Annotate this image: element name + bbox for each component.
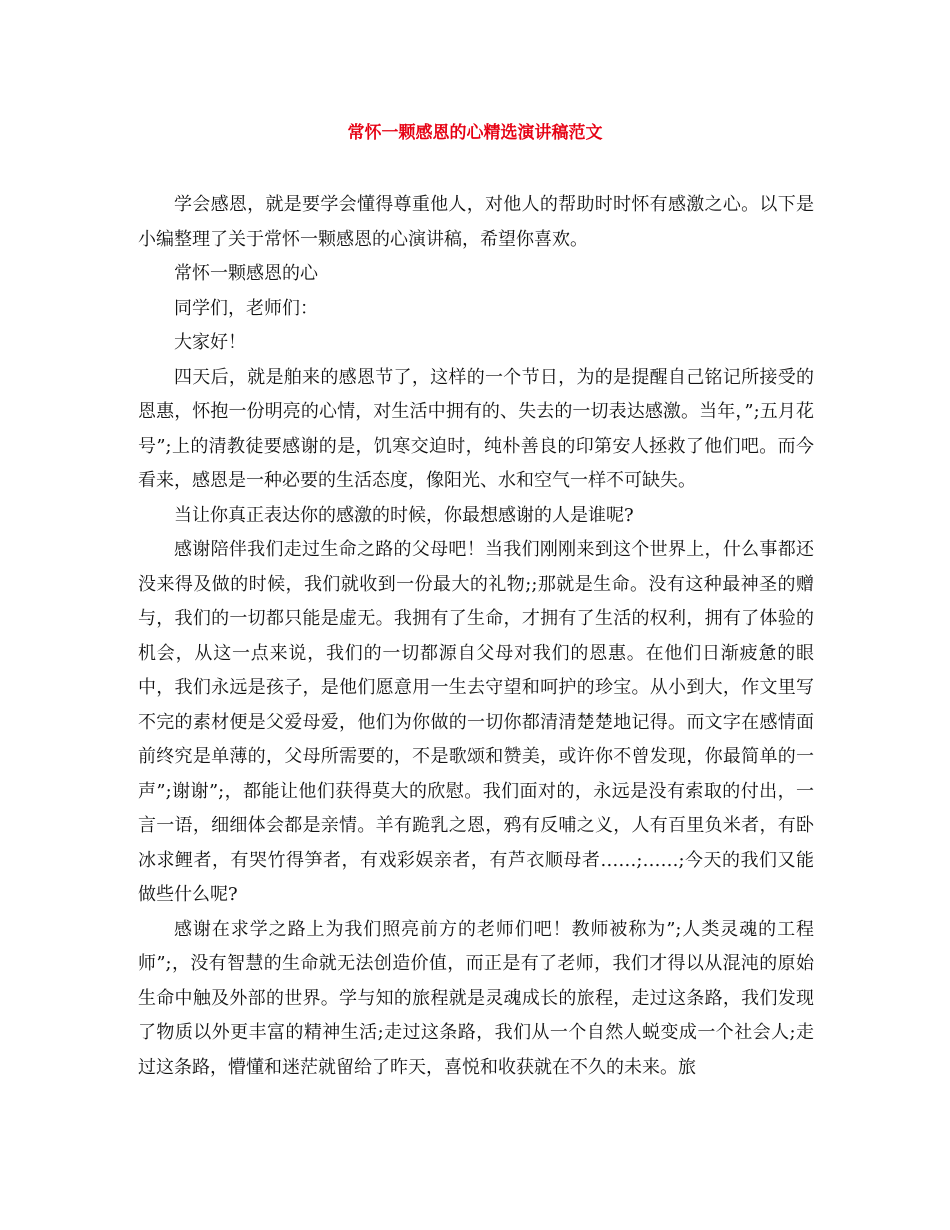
- paragraph-greeting: 大家好！: [174, 332, 246, 353]
- paragraph-intro: 学会感恩，就是要学会懂得尊重他人，对他人的帮助时时怀有感激之心。以下是小编整理了关于常怀一颗感恩的心演讲稿，希望你喜欢。: [138, 194, 814, 250]
- paragraph-salutation: 同学们，老师们：: [174, 297, 318, 319]
- paragraph-parents: 感谢陪伴我们走过生命之路的父母吧！当我们刚刚来到这个世界上，什么事都还没来得及做的时候，我们就收到一份最大的礼物;;那就是生命。没有这种最神圣的赠与，我们的一切都只能是虚无。我拥有了生命，才拥有了生活的权利，拥有了体验的机会，从这一点来说，我们的一切都源自父母对我们的恩惠。在他们日渐疲惫的眼中，我们永远是孩子，是他们愿意用一生去守望和呵护的珍宝。从小到大，作文里写不完的素材便是父爱母爱，他们为你做的一切你都清清楚楚地记得。而文字在感情面前终究是单薄的，父母所需要的，不是歌颂和赞美，或许你不曾发现，你最简单的一声”;谢谢”;，都能让他们获得莫大的欣慰。我们面对的，永远是没有索取的付出，一言一语，细细体会都是亲情。羊有跪乳之恩，鸦有反哺之义，人有百里负米者，有卧冰求鲤者，有哭竹得笋者，有戏彩娱亲者，有芦衣顺母者……;……;今天的我们又能做些什么呢?: [138, 539, 814, 905]
- paragraph-speech-heading: 常怀一颗感恩的心: [174, 263, 318, 284]
- paragraph-thanksgiving: 四天后，就是舶来的感恩节了，这样的一个节日，为的是提醒自己铭记所接受的恩惠，怀抱一份明亮的心情，对生活中拥有的、失去的一切表达感激。当年，”;五月花号”;上的清教徒要感谢的是，饥寒交迫时，纯朴善良的印第安人拯救了他们吧。而今看来，感恩是一种必要的生活态度，像阳光、水和空气一样不可缺失。: [138, 366, 814, 491]
- document-body: [138, 188, 814, 1085]
- paragraph-teachers: 感谢在求学之路上为我们照亮前方的老师们吧！教师被称为”;人类灵魂的工程师”;，没有智慧的生命就无法创造价值，而正是有了老师，我们才得以从混沌的原始生命中触及外部的世界。学与知的旅程就是灵魂成长的旅程，走过这条路，我们发现了物质以外更丰富的精神生活;走过这条路，我们从一个自然人蜕变成一个社会人;走过这条路，懵懂和迷茫就留给了昨天，喜悦和收获就在不久的未来。旅: [138, 918, 814, 1078]
- paragraph-question: 当让你真正表达你的感激的时候，你最想感谢的人是谁呢?: [174, 504, 634, 526]
- document-title: 常怀一颗感恩的心精选演讲稿范文: [347, 123, 603, 143]
